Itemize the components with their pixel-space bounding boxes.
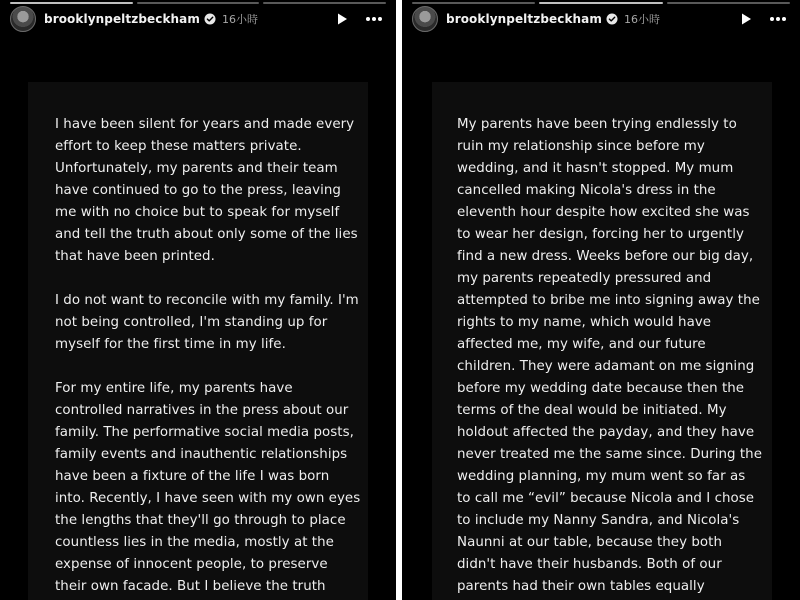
text-line: expense of innocent people, to preserve [55,557,328,572]
text-line: My parents have been trying endlessly to [457,117,737,132]
text-line: my parents repeatedly pressured and [457,271,712,286]
text-line: to include my Nanny Sandra, and Nicola's [457,513,740,528]
story-text [457,114,762,600]
text-line: children. They were adamant on me signing [457,359,755,374]
text-line: holdout affected the payday, and they have [457,425,755,440]
progress-segment [137,2,260,4]
story-paragraph [55,290,359,356]
text-line: the lengths that they'll go through to place [55,513,346,528]
story-header [412,6,790,32]
progress-segment [539,2,662,4]
text-line: before my wedding date because then the [457,381,745,396]
verified-badge-icon [606,13,618,25]
text-line: Naunni at our table, because they both [457,535,722,550]
text-line: to wear her design, forcing her to urgently [457,227,744,242]
text-line: myself for the first time in my life. [55,337,286,352]
text-line: eleventh hour despite how excited she was [457,205,750,220]
text-line: cancelled making Nicola's dress in the [457,183,716,198]
text-line: have been a fixture of the life I was born [55,469,330,484]
timestamp: 16小時 [623,13,660,26]
progress-segment [263,2,386,4]
play-icon [335,12,349,26]
text-line: I do not want to reconcile with my family. I'm [55,293,359,308]
text-line: family. The performative social media posts, [55,425,354,440]
text-line: attempted to bribe me into signing away the [457,293,760,308]
avatar[interactable] [412,6,438,32]
verified-badge-icon [204,13,216,25]
timestamp: 16小時 [221,13,258,26]
play-button[interactable] [330,7,354,31]
story-panel-right [402,0,800,600]
text-line: and tell the truth about only some of the lies [55,227,358,242]
story-panel-left [0,0,396,600]
story-paragraph [55,378,361,598]
play-icon [739,12,753,26]
avatar[interactable] [10,6,36,32]
story-progress-bar [10,2,386,4]
progress-segment [667,2,790,4]
text-line: wedding planning, my mum went so far as [457,469,746,484]
story-text [55,114,361,600]
text-line: countless lies in the media, mostly at the [55,535,334,550]
text-line: into. Recently, I have seen with my own eyes [55,491,361,506]
play-button[interactable] [734,7,758,31]
more-options-button[interactable] [362,7,386,31]
progress-segment [10,2,133,4]
text-line: me with no choice but to speak for myself [55,205,340,220]
text-line: For my entire life, my parents have [55,381,293,396]
text-line: wedding, and it hasn't stopped. My mum [457,161,734,176]
more-horizontal-icon [365,16,383,22]
text-line: find a new dress. Weeks before our big day, [457,249,754,264]
text-line: parents had their own tables equally [457,579,705,594]
text-line: family events and inauthentic relationships [55,447,348,462]
text-line: effort to keep these matters private. [55,139,302,154]
text-line: never treated me the same since. During the [457,447,762,462]
story-paragraph [457,114,762,598]
text-line: to call me “evil” because Nicola and I chose [457,491,755,506]
text-line: I have been silent for years and made every [55,117,355,132]
text-line: that have been printed. [55,249,215,264]
more-horizontal-icon [769,16,787,22]
text-line: rights to my name, which would have [457,315,712,330]
story-progress-bar [412,2,790,4]
more-options-button[interactable] [766,7,790,31]
text-line: not being controlled, I'm standing up for [55,315,328,330]
text-line: didn't have their husbands. Both of our [457,557,722,572]
text-line: affected me, my wife, and our future [457,337,706,352]
text-line: have continued to go to the press, leaving [55,183,341,198]
progress-segment [412,2,535,4]
text-line: ruin my relationship since before my [457,139,705,154]
username[interactable]: brooklynpeltzbeckham [446,12,602,26]
text-line: controlled narratives in the press about our [55,403,349,418]
story-header [10,6,386,32]
username[interactable]: brooklynpeltzbeckham [44,12,200,26]
text-line: their own facade. But I believe the truth [55,579,326,594]
text-line: terms of the deal would be initiated. My [457,403,727,418]
story-paragraph [55,114,358,268]
text-line: Unfortunately, my parents and their team [55,161,338,176]
